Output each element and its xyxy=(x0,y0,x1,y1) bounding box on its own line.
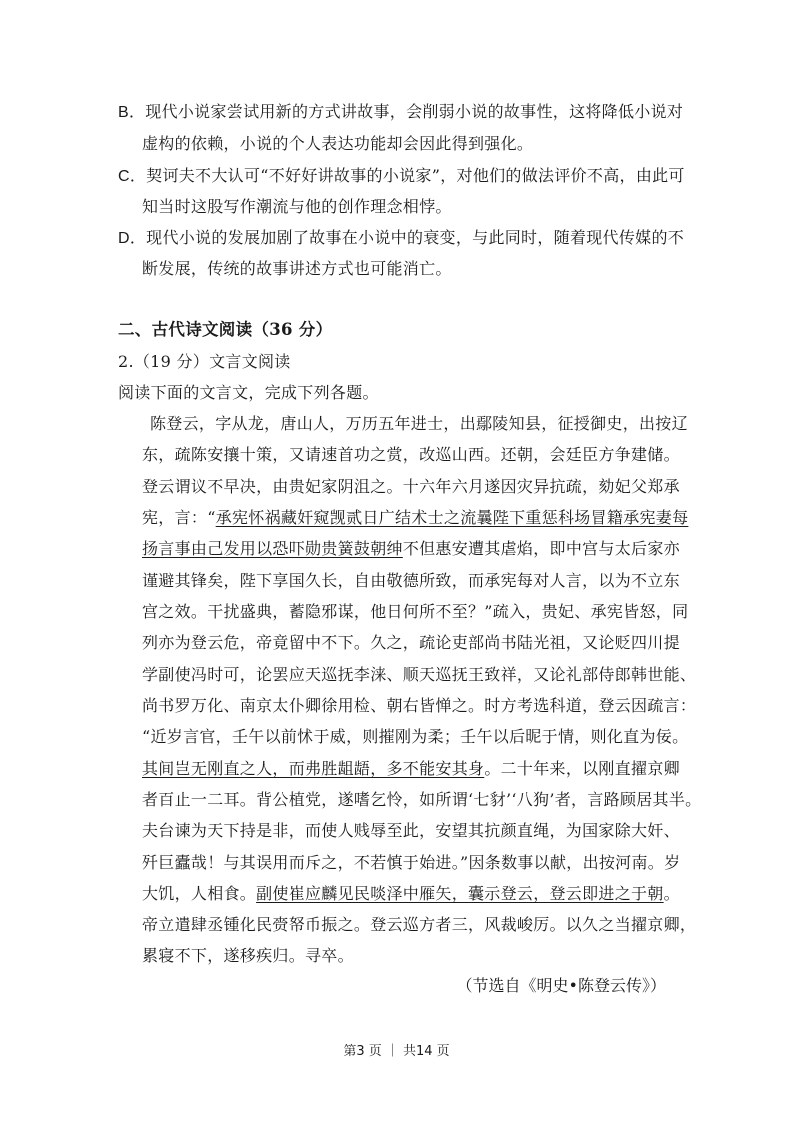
question-instruction: 阅读下面的文言文，完成下列各题。 xyxy=(118,383,379,402)
option-c-line-2: 知当时这股写作潮流与他的创作理念相悖。 xyxy=(142,197,452,216)
passage-line-11: “近岁言官，壬午以前怵于威，则摧刚为柔；壬午以后昵于情，则化直为佞。 xyxy=(142,727,689,746)
underlined-sentence-1a: 承宪怀祸藏奸窥觊贰日广结术士之流曩陛下重惩科场冒籍承宪妻每 xyxy=(215,508,689,527)
passage-line-3: 登云谓议不早决，由贵妃家阴沮之。十六年六月遂因灾异抗疏，劾妃父郑承 xyxy=(142,477,680,496)
underlined-sentence-3: 副使崔应麟见民啖泽中雁矢，囊示登云，登云即进之于朝 xyxy=(256,884,664,903)
passage-line-5-post: 不但惠安遭其虐焰，即中宫与太后家亦 xyxy=(402,539,680,558)
passage-line-1: 陈登云，字从龙，唐山人，万历五年进士，出鄢陵知县，征授御史，出按辽 xyxy=(150,414,688,433)
option-d-line-1 xyxy=(118,228,684,249)
page-footer: 第3 页 ｜ 共14 页 xyxy=(343,1044,450,1059)
underlined-sentence-2: 其间岂无刚直之人，而弗胜龃龉，多不能安其身 xyxy=(142,759,485,778)
passage-line-14: 夫台谏为天下持是非，而使人贱辱至此，安望其抗颜直绳，为国家除大奸、 xyxy=(142,821,680,840)
passage-line-4 xyxy=(142,508,688,528)
passage-line-12 xyxy=(142,759,680,779)
option-d-line-2: 断发展，传统的故事讲述方式也可能消亡。 xyxy=(142,259,452,278)
passage-source: （节选自《明史•陈登云传》） xyxy=(456,976,666,995)
option-b-text-1: 现代小说家尝试用新的方式讲故事，会削弱小说的故事性，这将降低小说对 xyxy=(145,102,684,121)
option-c-text-1: 契诃夫不大认可“不好好讲故事的小说家”，对他们的做法评价不高，由此可 xyxy=(146,166,685,185)
passage-line-5 xyxy=(142,539,680,559)
option-d-text-1: 现代小说的发展加剧了故事在小说中的衰变，与此同时，随着现代传媒的不 xyxy=(146,228,685,247)
passage-line-18: 累寝不下，遂移疾归。寻卒。 xyxy=(142,946,354,965)
passage-line-16-pre: 大饥，人相食。 xyxy=(142,884,257,903)
passage-line-10: 尚书罗万化、南京太仆卿徐用检、朝右皆惮之。时方考选科道，登云因疏言： xyxy=(142,696,697,715)
passage-line-12-post: 。二十年来，以刚直擢京卿 xyxy=(484,759,680,778)
option-b-line-2: 虚构的依赖，小说的个人表达功能却会因此得到强化。 xyxy=(142,134,534,153)
passage-line-8: 列亦为登云危，帝竟留中不下。久之，疏论吏部尚书陆光祖，又论贬四川提 xyxy=(142,633,680,652)
passage-line-9: 学副使冯时可，论罢应天巡抚李涞、顺天巡抚王致祥，又论礼部侍郎韩世能、 xyxy=(142,665,697,684)
passage-line-16 xyxy=(142,884,680,904)
option-b-line-1 xyxy=(118,102,683,123)
question-title: 2.（19 分）文言文阅读 xyxy=(118,352,291,371)
section-heading: 二、古代诗文阅读（36 分） xyxy=(118,320,333,339)
option-b-label: B． xyxy=(118,104,146,121)
option-c-label: C． xyxy=(118,168,147,185)
option-c-line-1 xyxy=(118,166,685,187)
passage-line-17: 帝立遣肆丞锺化民赍帑币振之。登云巡方者三，风裁峻厉。以久之当擢京卿， xyxy=(142,915,697,934)
passage-line-13: 者百止一二耳。背公植党，遂嗜乞怜，如所谓‘七豺’‘八狗’者，言路顾居其半。 xyxy=(142,790,702,809)
passage-line-15: 歼巨蠹哉！与其误用而斥之，不若慎于始进。”因条数事以献，出按河南。岁 xyxy=(142,853,681,872)
passage-line-16-post: 。 xyxy=(663,884,680,903)
passage-line-4-pre: 宪，言：“ xyxy=(142,508,216,527)
underlined-sentence-1b: 扬言事由己发用以恐吓勋贵簧鼓朝绅 xyxy=(142,539,403,558)
option-d-label: D． xyxy=(118,230,147,247)
passage-line-7: 宫之效。干扰盛典，蓄隐邪谋，他日何所不至？”疏入，贵妃、承宪皆怒，同 xyxy=(142,602,689,621)
passage-line-6: 谨避其锋矣，陛下享国久长，自由敬德所致，而承宪每对人言，以为不立东 xyxy=(142,571,680,590)
passage-line-2: 东，疏陈安攘十策，又请速首功之赏，改巡山西。还朝，会廷臣方争建储。 xyxy=(142,445,680,464)
